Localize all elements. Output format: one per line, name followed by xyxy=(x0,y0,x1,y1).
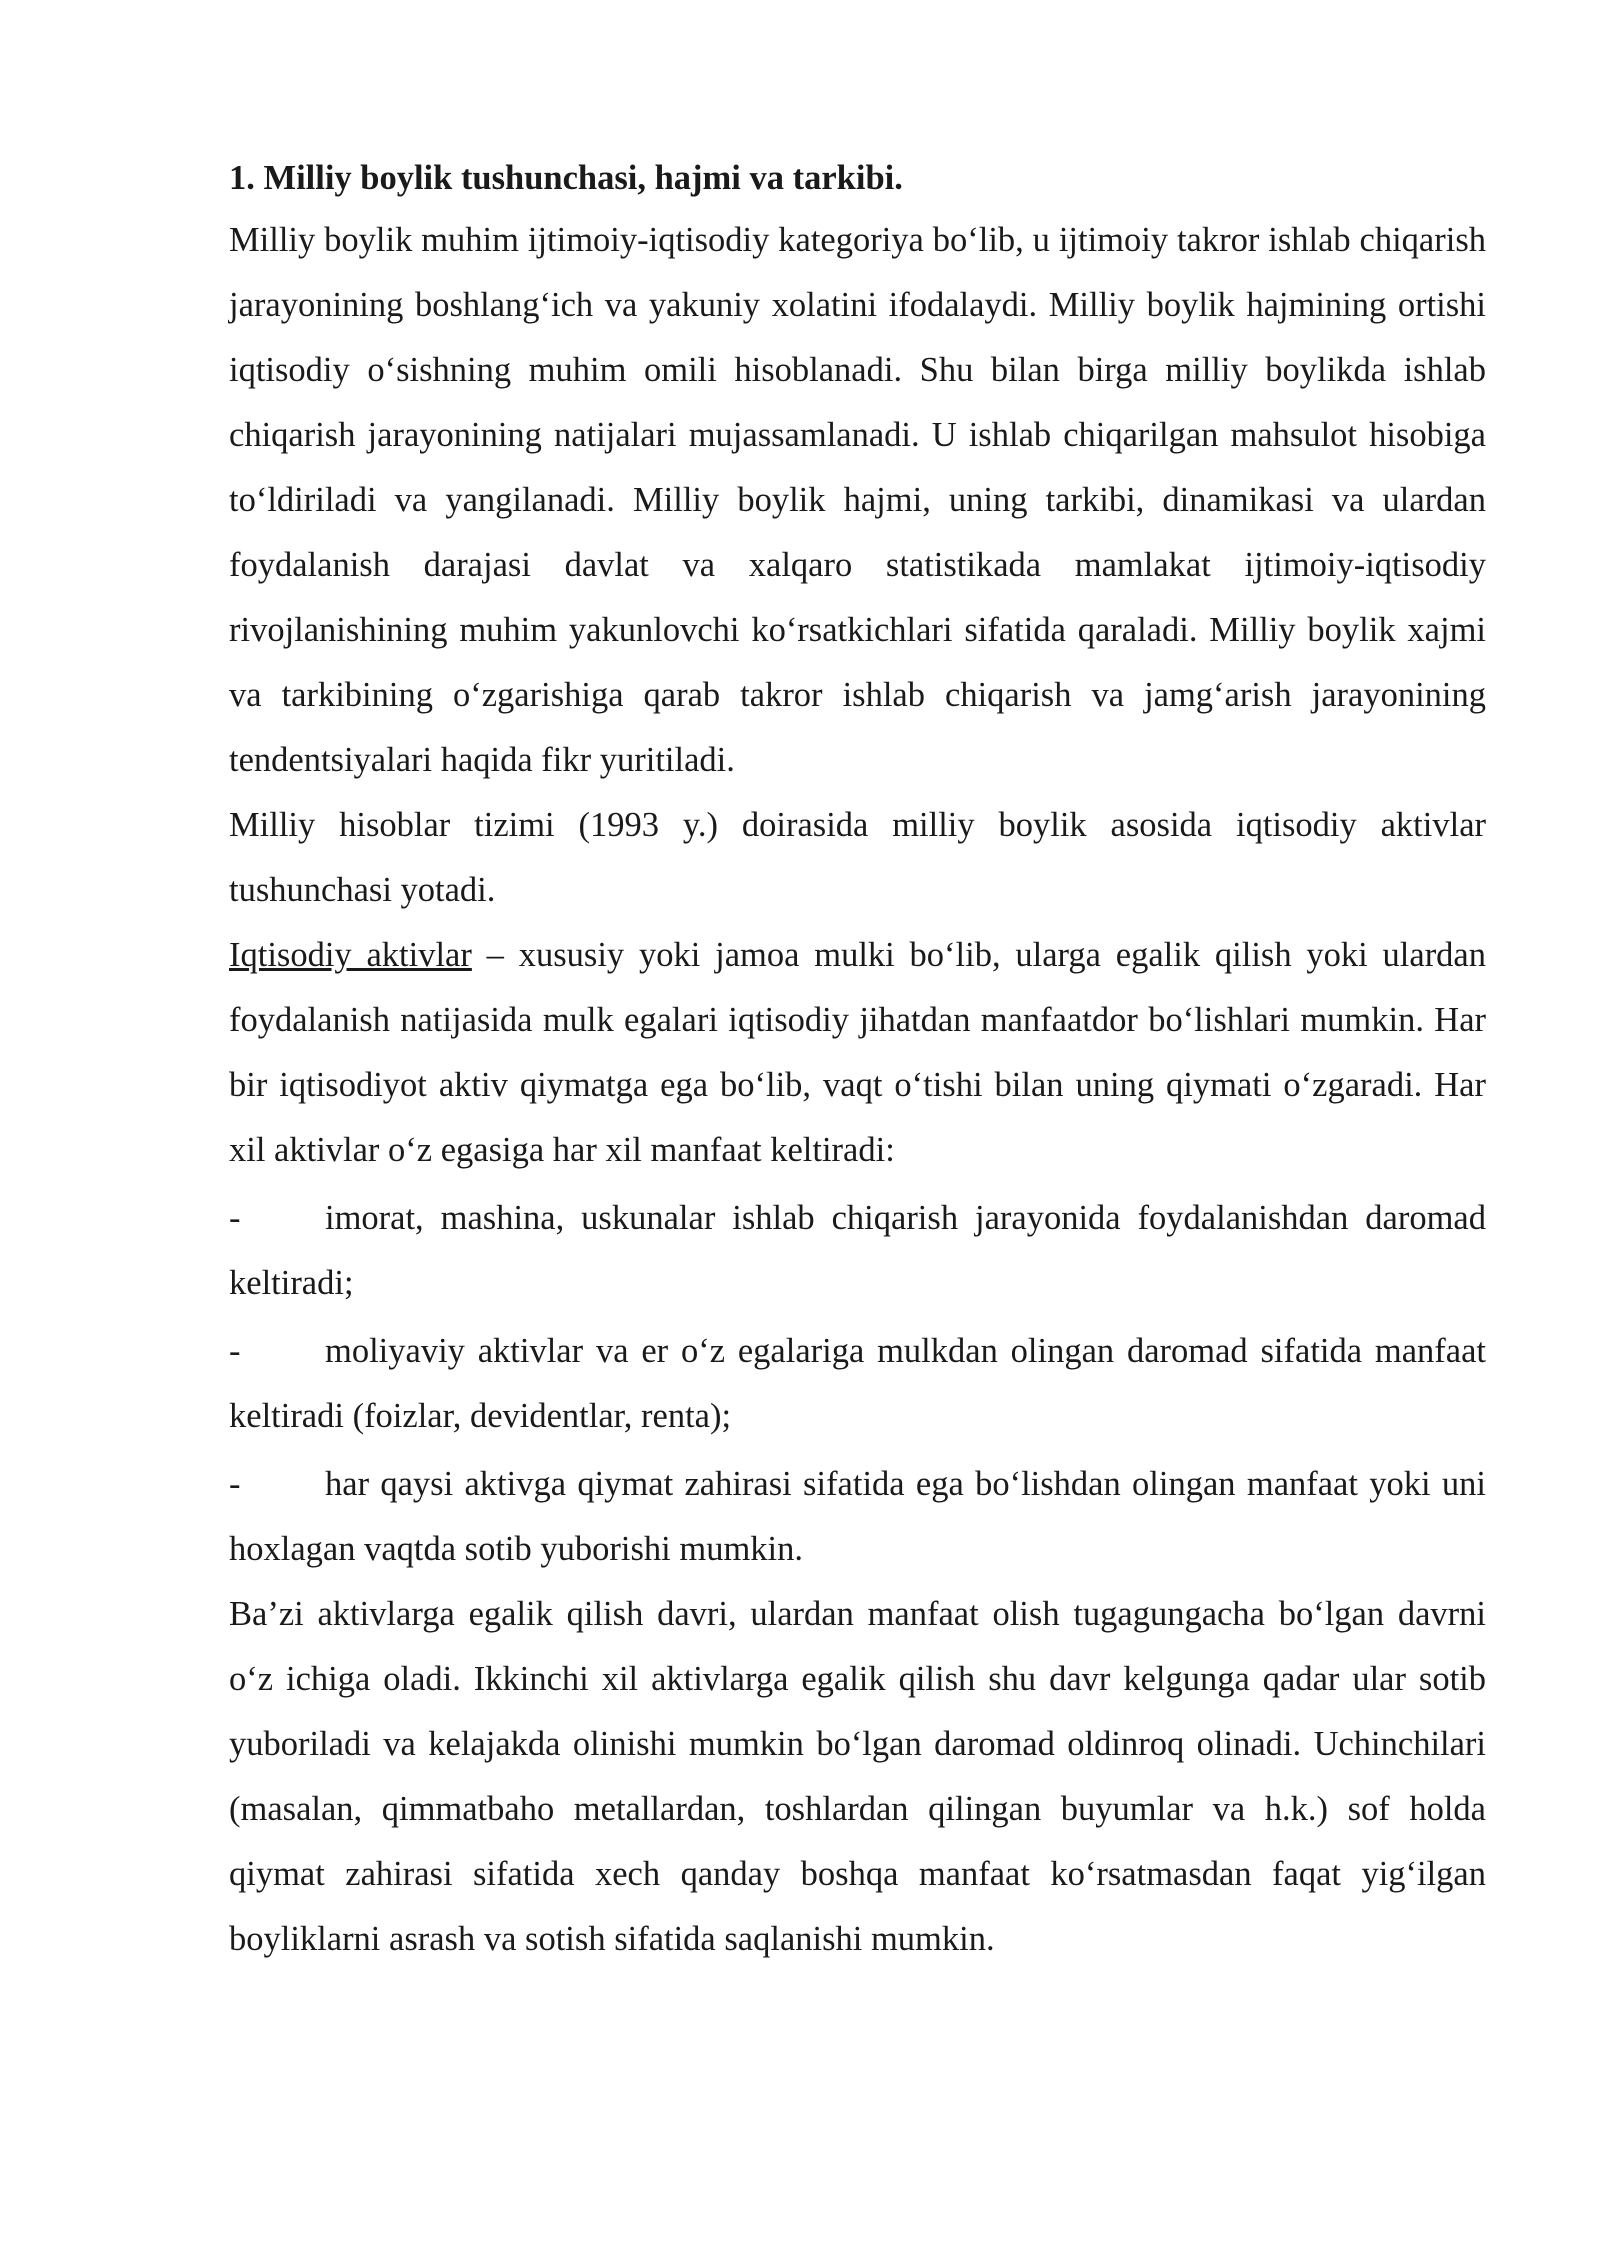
paragraph-national-accounts: Milliy hisoblar tizimi (1993 y.) doirasida milliy boylik asosida iqtisodiy aktivlar tushunchasi yotadi. xyxy=(229,806,1486,909)
list-item-text: imorat, mashina, uskunalar ishlab chiqarish jarayonida foydalanishdan daromad keltiradi; xyxy=(229,1199,1486,1302)
paragraph-asset-ownership: Ba’zi aktivlarga egalik qilish davri, ulardan manfaat olish tugagungacha bo‘lgan davrni o‘z ichiga oladi. Ikkinchi xil aktivlarga egalik qilish shu davr kelgunga qadar ular sotib yuboriladi va kelajakda olinishi mumkin bo‘lgan daromad oldinroq olinadi. Uchinchilari (masalan, qimmatbaho metallardan, toshlardan qilingan buyumlar va h.k.) sof holda qiymat zahirasi sifatida xech qanday boshqa manfaat ko‘rsatmasdan faqat yig‘ilgan boyliklarni asrash va sotish sifatida saqlanishi mumkin. xyxy=(229,1595,1486,1958)
list-item xyxy=(229,1452,1486,1582)
list-item xyxy=(229,1186,1486,1316)
list-item xyxy=(229,1319,1486,1449)
list-item-text: har qaysi aktivga qiymat zahirasi sifatida ega bo‘lishdan olingan manfaat yoki uni hoxlagan vaqtda sotib yuborishi mumkin. xyxy=(229,1465,1486,1568)
bullet-dash: - xyxy=(229,1332,241,1370)
paragraph-national-wealth: Milliy boylik muhim ijtimoiy-iqtisodiy kategoriya bo‘lib, u ijtimoiy takror ishlab chiqarish jarayonining boshlang‘ich va yakuniy xolatini ifodalaydi. Milliy boylik hajmining ortishi iqtisodiy o‘sishning muhim omili hisoblanadi. Shu bilan birga milliy boylikda ishlab chiqarish jarayonining natijalari mujassamlanadi. U ishlab chiqarilgan mahsulot hisobiga to‘ldiriladi va yangilanadi. Milliy boylik hajmi, uning tarkibi, dinamikasi va ulardan foydalanish darajasi davlat va xalqaro statistikada mamlakat ijtimoiy-iqtisodiy rivojlanishining muhim yakunlovchi ko‘rsatkichlari sifatida qaraladi. Milliy boylik xajmi va tarkibining o‘zgarishiga qarab takror ishlab chiqarish va jamg‘arish jarayonining tendentsiyalari haqida fikr yuritiladi. xyxy=(229,221,1486,779)
list-item-text: moliyaviy aktivlar va er o‘z egalariga mulkdan olingan daromad sifatida manfaat keltiradi (foizlar, devidentlar, renta); xyxy=(229,1332,1486,1435)
section-heading: 1. Milliy boylik tushunchasi, hajmi va tarkibi. xyxy=(229,159,903,197)
term-economic-assets: Iqtisodiy aktivlar xyxy=(229,936,472,974)
definition-economic-assets: – xususiy yoki jamoa mulki bo‘lib, ularga egalik qilish yoki ulardan foydalanish natijasida mulk egalari iqtisodiy jihatdan manfaatdor bo‘lishlari mumkin. Har bir iqtisodiyot aktiv qiymatga ega bo‘lib, vaqt o‘tishi bilan uning qiymati o‘zgaradi. Har xil aktivlar o‘z egasiga har xil manfaat keltiradi: xyxy=(229,936,1486,1169)
bullet-dash: - xyxy=(229,1465,241,1503)
document-page xyxy=(229,148,1486,1972)
paragraph-economic-assets xyxy=(229,923,1486,1183)
bullet-dash: - xyxy=(229,1199,241,1237)
